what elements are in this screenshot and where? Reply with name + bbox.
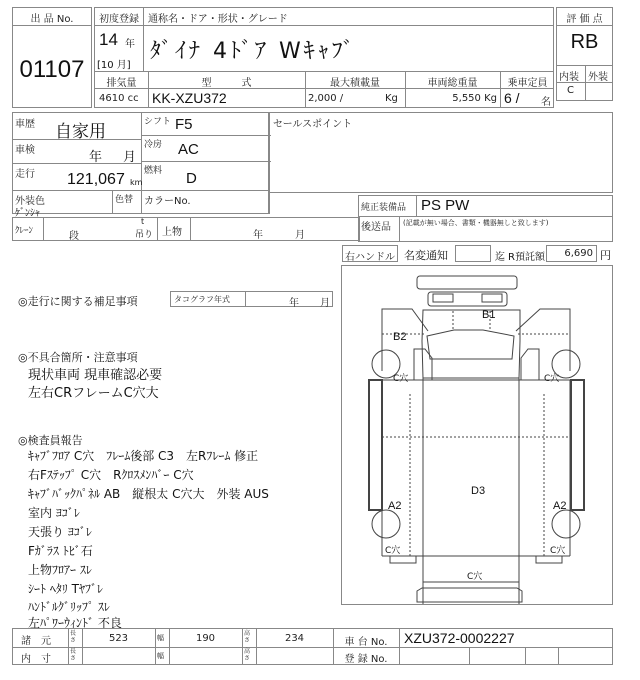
mark-c-hole-left-rear: C穴: [385, 546, 401, 556]
gross-weight-label: 車両総重量: [427, 78, 478, 89]
color-code-label: カラーNo.: [144, 196, 191, 207]
later-items-label: 後送品: [361, 222, 391, 233]
car-name-value: ﾀﾞｲﾅ 4ﾄﾞｱ Wｷｬﾌﾞ: [150, 39, 357, 64]
color-label: 外装色: [15, 196, 45, 207]
inspector-line: 天張り ﾖｺﾞﾚ: [28, 525, 92, 539]
tacho-box: [170, 291, 333, 307]
displacement-value: 4610 cc: [99, 93, 139, 104]
interior-value: C: [567, 85, 574, 96]
model-value: KK-XZU372: [152, 90, 227, 106]
history-value: 自家用: [55, 122, 106, 142]
mark-b2: B2: [393, 331, 407, 343]
inner-width-label: 幅: [157, 652, 164, 660]
capacity-value: 6 /: [504, 90, 520, 106]
mark-a2-left: A2: [388, 500, 402, 512]
inspector-heading: ◎検査員報告: [18, 434, 83, 447]
recycle-box: 6,690: [546, 245, 597, 262]
model-label: 型 式: [201, 78, 252, 89]
body-label: 上物: [162, 227, 182, 238]
shift-label: シフト: [144, 117, 172, 127]
grade-value: RB: [570, 31, 599, 53]
reg-label: 登 録 No.: [344, 654, 388, 665]
right-handle-badge: 右ハンドル: [342, 245, 398, 262]
chassis-label: 車 台 No.: [344, 637, 388, 648]
inspector-line: 上物ﾌﾛｱｰ ｽﾚ: [28, 563, 92, 577]
recycle-mark: 迄: [495, 252, 505, 263]
inspector-line: ﾊﾝﾄﾞﾙｸﾞﾘｯﾌﾟ ｽﾚ: [28, 600, 110, 614]
defect-line: 現状車両 現車確認必要: [28, 368, 163, 383]
mileage-value: 121,067: [67, 171, 125, 188]
first-reg-month: [10 月]: [97, 60, 131, 71]
inspector-line: 左ﾊﾟﾜｰｳｨﾝﾄﾞ 不良: [28, 616, 122, 630]
inner-height-label: 高さ: [244, 648, 251, 662]
grade-label: 評 価 点: [566, 14, 603, 25]
gross-weight-value: 5,550 Kg: [452, 93, 497, 104]
capacity-label: 乗車定員: [507, 78, 548, 89]
defect-line: 左右CRフレームC穴大: [28, 386, 159, 401]
info-grid: [12, 112, 270, 219]
body-year-unit: 年: [253, 230, 263, 241]
mark-d3: D3: [471, 485, 486, 497]
lot-box: [12, 7, 92, 108]
exterior-label: 外装: [588, 72, 608, 83]
body-month-unit: 月: [295, 230, 305, 241]
max-load-value: 2,000 /: [308, 93, 344, 104]
shaken-year-unit: 年: [89, 150, 103, 165]
grade-box: [556, 7, 613, 101]
equipment-value: PS PW: [421, 197, 470, 214]
ac-value: AC: [178, 141, 199, 158]
later-items-note: (記載が無い場合、書類・機器無しと致します): [403, 219, 549, 227]
sales-point-box: [268, 112, 613, 193]
crane-label: ｸﾚｰﾝ: [15, 226, 34, 236]
tacho-year-unit: 年: [289, 298, 299, 309]
mark-c-hole-rear: C穴: [467, 572, 483, 582]
mileage-unit: km: [130, 178, 143, 187]
equipment-label: 純正装備品: [361, 203, 407, 213]
inspector-line: Fｶﾞﾗｽ ﾄﾋﾞ石: [28, 544, 93, 558]
shaken-month-unit: 月: [123, 150, 137, 165]
capacity-unit: 名: [541, 97, 551, 108]
interior-label: 内装: [559, 72, 579, 83]
lot-label: 出 品 No.: [30, 14, 74, 25]
width-value: 190: [195, 633, 216, 644]
inspector-line: 室内 ﾖｺﾞﾚ: [28, 506, 80, 520]
height-label: 高さ: [244, 630, 251, 644]
shift-value: F5: [175, 116, 193, 133]
car-name-label: 通称名・ドア・形状・グレード: [148, 14, 288, 25]
mileage-label: 走行: [15, 169, 35, 180]
displacement-label: 排気量: [106, 78, 137, 89]
ac-label: 冷房: [144, 140, 163, 150]
specs-box: [94, 71, 554, 108]
mark-c-hole-right-rear: C穴: [550, 546, 566, 556]
history-label: 車歴: [15, 119, 35, 130]
mark-c-hole-right-front: C穴: [544, 374, 560, 384]
first-reg-year: 14: [99, 30, 118, 49]
spec-label: 諸 元: [21, 636, 51, 647]
inspector-line: ｷｬﾌﾞﾊﾞｯｸﾊﾟﾈﾙ AB 縦根太 C穴大 外装 AUS: [28, 487, 269, 501]
shaken-label: 車検: [15, 145, 35, 156]
inner-length-label: 長さ: [70, 648, 77, 662]
fuel-label: 燃料: [144, 166, 163, 176]
name-change-box: [455, 245, 491, 262]
first-reg-box: [94, 7, 144, 72]
lot-number: 01107: [19, 56, 85, 83]
yen-label: 円: [600, 249, 611, 262]
chassis-value: XZU372-0002227: [404, 630, 515, 646]
crane-lift: 吊り: [135, 230, 154, 240]
vehicle-diagram: [341, 265, 613, 605]
inspector-line: ｷｬﾌﾞﾌﾛｱ C穴 ﾌﾚｰﾑ後部 C3 左Rﾌﾚｰﾑ 修正: [28, 449, 259, 463]
mark-c-hole-left-front: C穴: [393, 374, 409, 384]
tacho-label: タコグラフ年式: [174, 295, 230, 304]
equipment-box: [358, 195, 613, 242]
inspector-line: ｼｰﾄ ﾍﾀﾘ Tﾔﾌﾞﾚ: [28, 582, 103, 596]
defects-heading: ◎不具合箇所・注意事項: [18, 351, 138, 364]
color-value: ｹﾞﾝｼｬ: [15, 208, 40, 219]
sales-point-label: セールスポイント: [273, 119, 353, 130]
fuel-value: D: [186, 170, 197, 187]
dimensions-table: [12, 628, 613, 665]
crane-stage: 段: [69, 231, 79, 242]
first-reg-year-unit: 年: [125, 39, 135, 50]
max-load-label: 最大積載量: [330, 78, 380, 89]
mark-b1: B1: [482, 309, 496, 321]
height-value: 234: [284, 633, 305, 644]
crane-ton: t: [141, 217, 145, 226]
name-change-label: 名変通知: [404, 249, 448, 262]
travel-notes-heading: ◎走行に関する補足事項: [18, 295, 138, 308]
max-load-unit: Kg: [385, 93, 398, 104]
recycle-label: R預託額: [508, 252, 545, 263]
length-label: 長さ: [70, 630, 77, 644]
length-value: 523: [108, 633, 129, 644]
truck-outline-icon: [342, 266, 612, 604]
inner-label: 内 寸: [21, 654, 51, 665]
mark-a2-right: A2: [553, 500, 567, 512]
inspector-line: 右Fｽﾃｯﾌﾟ C穴 Rｸﾛｽﾒﾝﾊﾞｰ C穴: [28, 468, 194, 482]
first-reg-label: 初度登録: [99, 14, 139, 25]
color-change-label: 色替: [115, 195, 134, 205]
crane-row: [12, 217, 360, 241]
car-name-box: [143, 7, 554, 72]
tacho-month-unit: 月: [320, 298, 330, 309]
width-label: 幅: [157, 634, 164, 642]
